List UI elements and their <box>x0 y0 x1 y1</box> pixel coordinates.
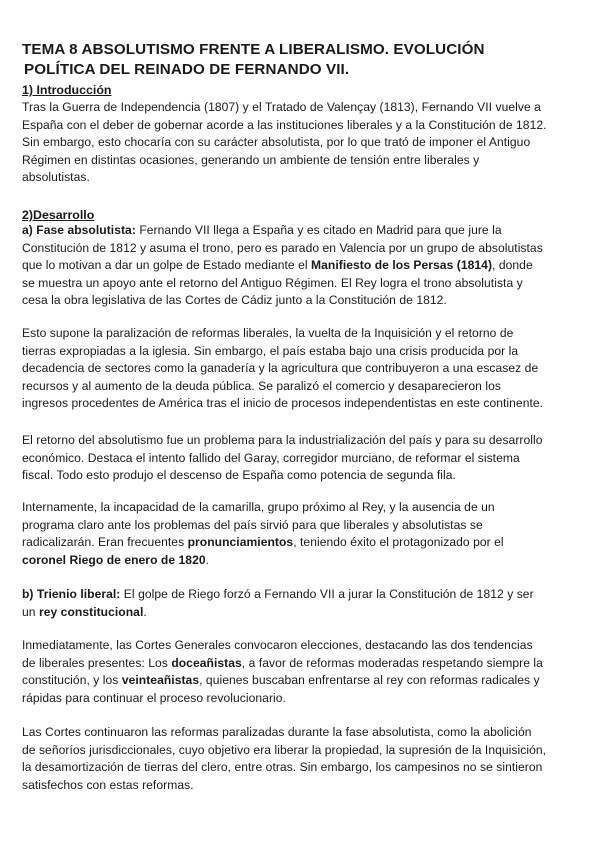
text-line: ingresos procedentes de América tras el inicio de procesos independentistas en este continente. <box>22 396 544 411</box>
term-veinteanistas: veinteañistas <box>121 673 200 688</box>
paragraph-industrializacion <box>22 432 592 485</box>
title-line-1: TEMA 8 ABSOLUTISMO FRENTE A LIBERALISMO. EVOLUCIÓN <box>22 41 485 58</box>
term-rey-constitucional: rey constitucional <box>38 604 144 619</box>
text-line: absolutistas. <box>22 170 90 185</box>
document-title <box>22 40 582 80</box>
text-line: Inmediatamente, las Cortes Generales convocaron elecciones, destacando las dos tendencias <box>22 638 533 652</box>
section-heading-introduccion: 1) Introducción <box>22 83 112 97</box>
paragraph-crisis <box>22 325 592 413</box>
term-pronunciamientos: pronunciamientos <box>187 535 294 550</box>
text-line: decadencia de sectores como la ganadería y la agricultura que contribuyeron a una escasez de <box>22 361 539 376</box>
term-doceanistas: doceañistas <box>171 655 242 670</box>
text-line: económico. Destaca el intento fallido del Garay, corregidor murciano, de reformar el sistema <box>22 450 520 465</box>
text-line: Las Cortes continuaron las reformas paralizadas durante la fase absolutista, como la abolición <box>22 725 532 739</box>
text-line: cesa la obra legislativa de las Cortes de Cádiz junto a la Constitución de 1812. <box>22 293 447 308</box>
text-line: Esto supone la paralización de reformas liberales, la vuelta de la Inquisición y el retorno de <box>22 326 514 340</box>
text-line: Internamente, la incapacidad de la camarilla, grupo próximo al Rey, y la ausencia de un <box>22 500 495 514</box>
paragraph-camarilla: Internamente, la incapacidad de la camarilla, grupo próximo al Rey, y la ausencia de un programa claro ante los problemas del país sirvió para que liberales y absolutistas se radicalizarán. Eran frecuentes pronunciamientos, teniendo éxito el protagonizado por el coronel Riego de enero de 1820. <box>22 499 592 569</box>
term-manifiesto-persas: Manifiesto de los Persas (1814) <box>311 258 493 273</box>
text-line: Constitución de 1812 y asuma el trono, pero es parado en Valencia por un grupo de absolutistas <box>22 240 543 255</box>
text-line: fiscal. Todo esto produjo el descenso de España como potencia de segunda fila. <box>22 468 456 483</box>
text-line: tierras expropiadas a la iglesia. Sin embargo, el país estaba bajo una crisis producida por la <box>22 343 519 358</box>
paragraph-introduccion <box>22 99 592 187</box>
term-coronel-riego: coronel Riego de enero de 1820 <box>22 552 206 567</box>
subsection-label-fase-absolutista: a) Fase absolutista: <box>22 223 136 237</box>
text-line: Sin embargo, esto chocaría con su carácter absolutista, por lo que trató de imponer el Antiguo <box>22 135 531 150</box>
text-line: Tras la Guerra de Independencia (1807) y el Tratado de Valençay (1813), Fernando VII vuelve a <box>22 100 541 114</box>
section-heading-desarrollo: 2)Desarrollo <box>22 208 95 222</box>
text-line: la desamortización de tierras del clero, entre otras. Sin embargo, los campesinos no se sintieron <box>22 760 543 775</box>
subsection-label-trienio-liberal: b) Trienio liberal: <box>22 587 121 601</box>
text-line: se muestra un apoyo ante el retorno del Antiguo Régimen. El Rey logra el trono absolutista y <box>22 275 523 290</box>
text-line: programa claro ante los problemas del país sirvió para que liberales y absolutistas se <box>22 517 483 532</box>
text-line: rápidas para continuar el proceso revolucionario. <box>22 690 286 705</box>
paragraph-cortes-elecciones: Inmediatamente, las Cortes Generales convocaron elecciones, destacando las dos tendencias de liberales presentes: Los doceañistas, a favor de reformas moderadas respetando siempre la constitución, y los veinteañistas, quienes buscaban enfrentarse al rey con reformas radicales y rápidas para continuar el proceso revolucionario. <box>22 637 592 707</box>
paragraph-reformas <box>22 724 592 794</box>
text-line: Régimen en distintas ocasiones, generando un ambiente de tensión entre liberales y <box>22 152 480 167</box>
paragraph-fase-absolutista: a) Fase absolutista: Fernando VII llega a España y es citado en Madrid para que jure la Constitución de 1812 y asuma el trono, pero es parado en Valencia por un grupo de absolutistas que lo motivan a dar un golpe de Estado mediante el Manifiesto de los Persas (1814), donde se muestra un apoyo ante el retorno del Antiguo Régimen. El Rey logra el trono absolutista y cesa la obra legislativa de las Cortes de Cádiz junto a la Constitución de 1812. <box>22 222 592 310</box>
text-line: El retorno del absolutismo fue un problema para la industrialización del país y para su desarrollo <box>22 433 543 447</box>
text-line: satisfechos con estas reformas. <box>22 777 194 792</box>
text-line: de señoríos jurisdiccionales, cuyo objetivo era liberar la propiedad, la supresión de la Inquisición, <box>22 742 547 757</box>
title-line-2: POLÍTICA DEL REINADO DE FERNANDO VII. <box>24 61 350 78</box>
paragraph-trienio-liberal: b) Trienio liberal: El golpe de Riego forzó a Fernando VII a jurar la Constitución de 1812 y ser un rey constitucional. <box>22 587 534 619</box>
text-line: recursos y al aumento de la deuda pública. Se paralizó el comercio y desaparecieron los <box>22 378 501 393</box>
text-line: España con el deber de gobernar acorde a las instituciones liberales y a la Constitución de 1812. <box>22 117 547 132</box>
